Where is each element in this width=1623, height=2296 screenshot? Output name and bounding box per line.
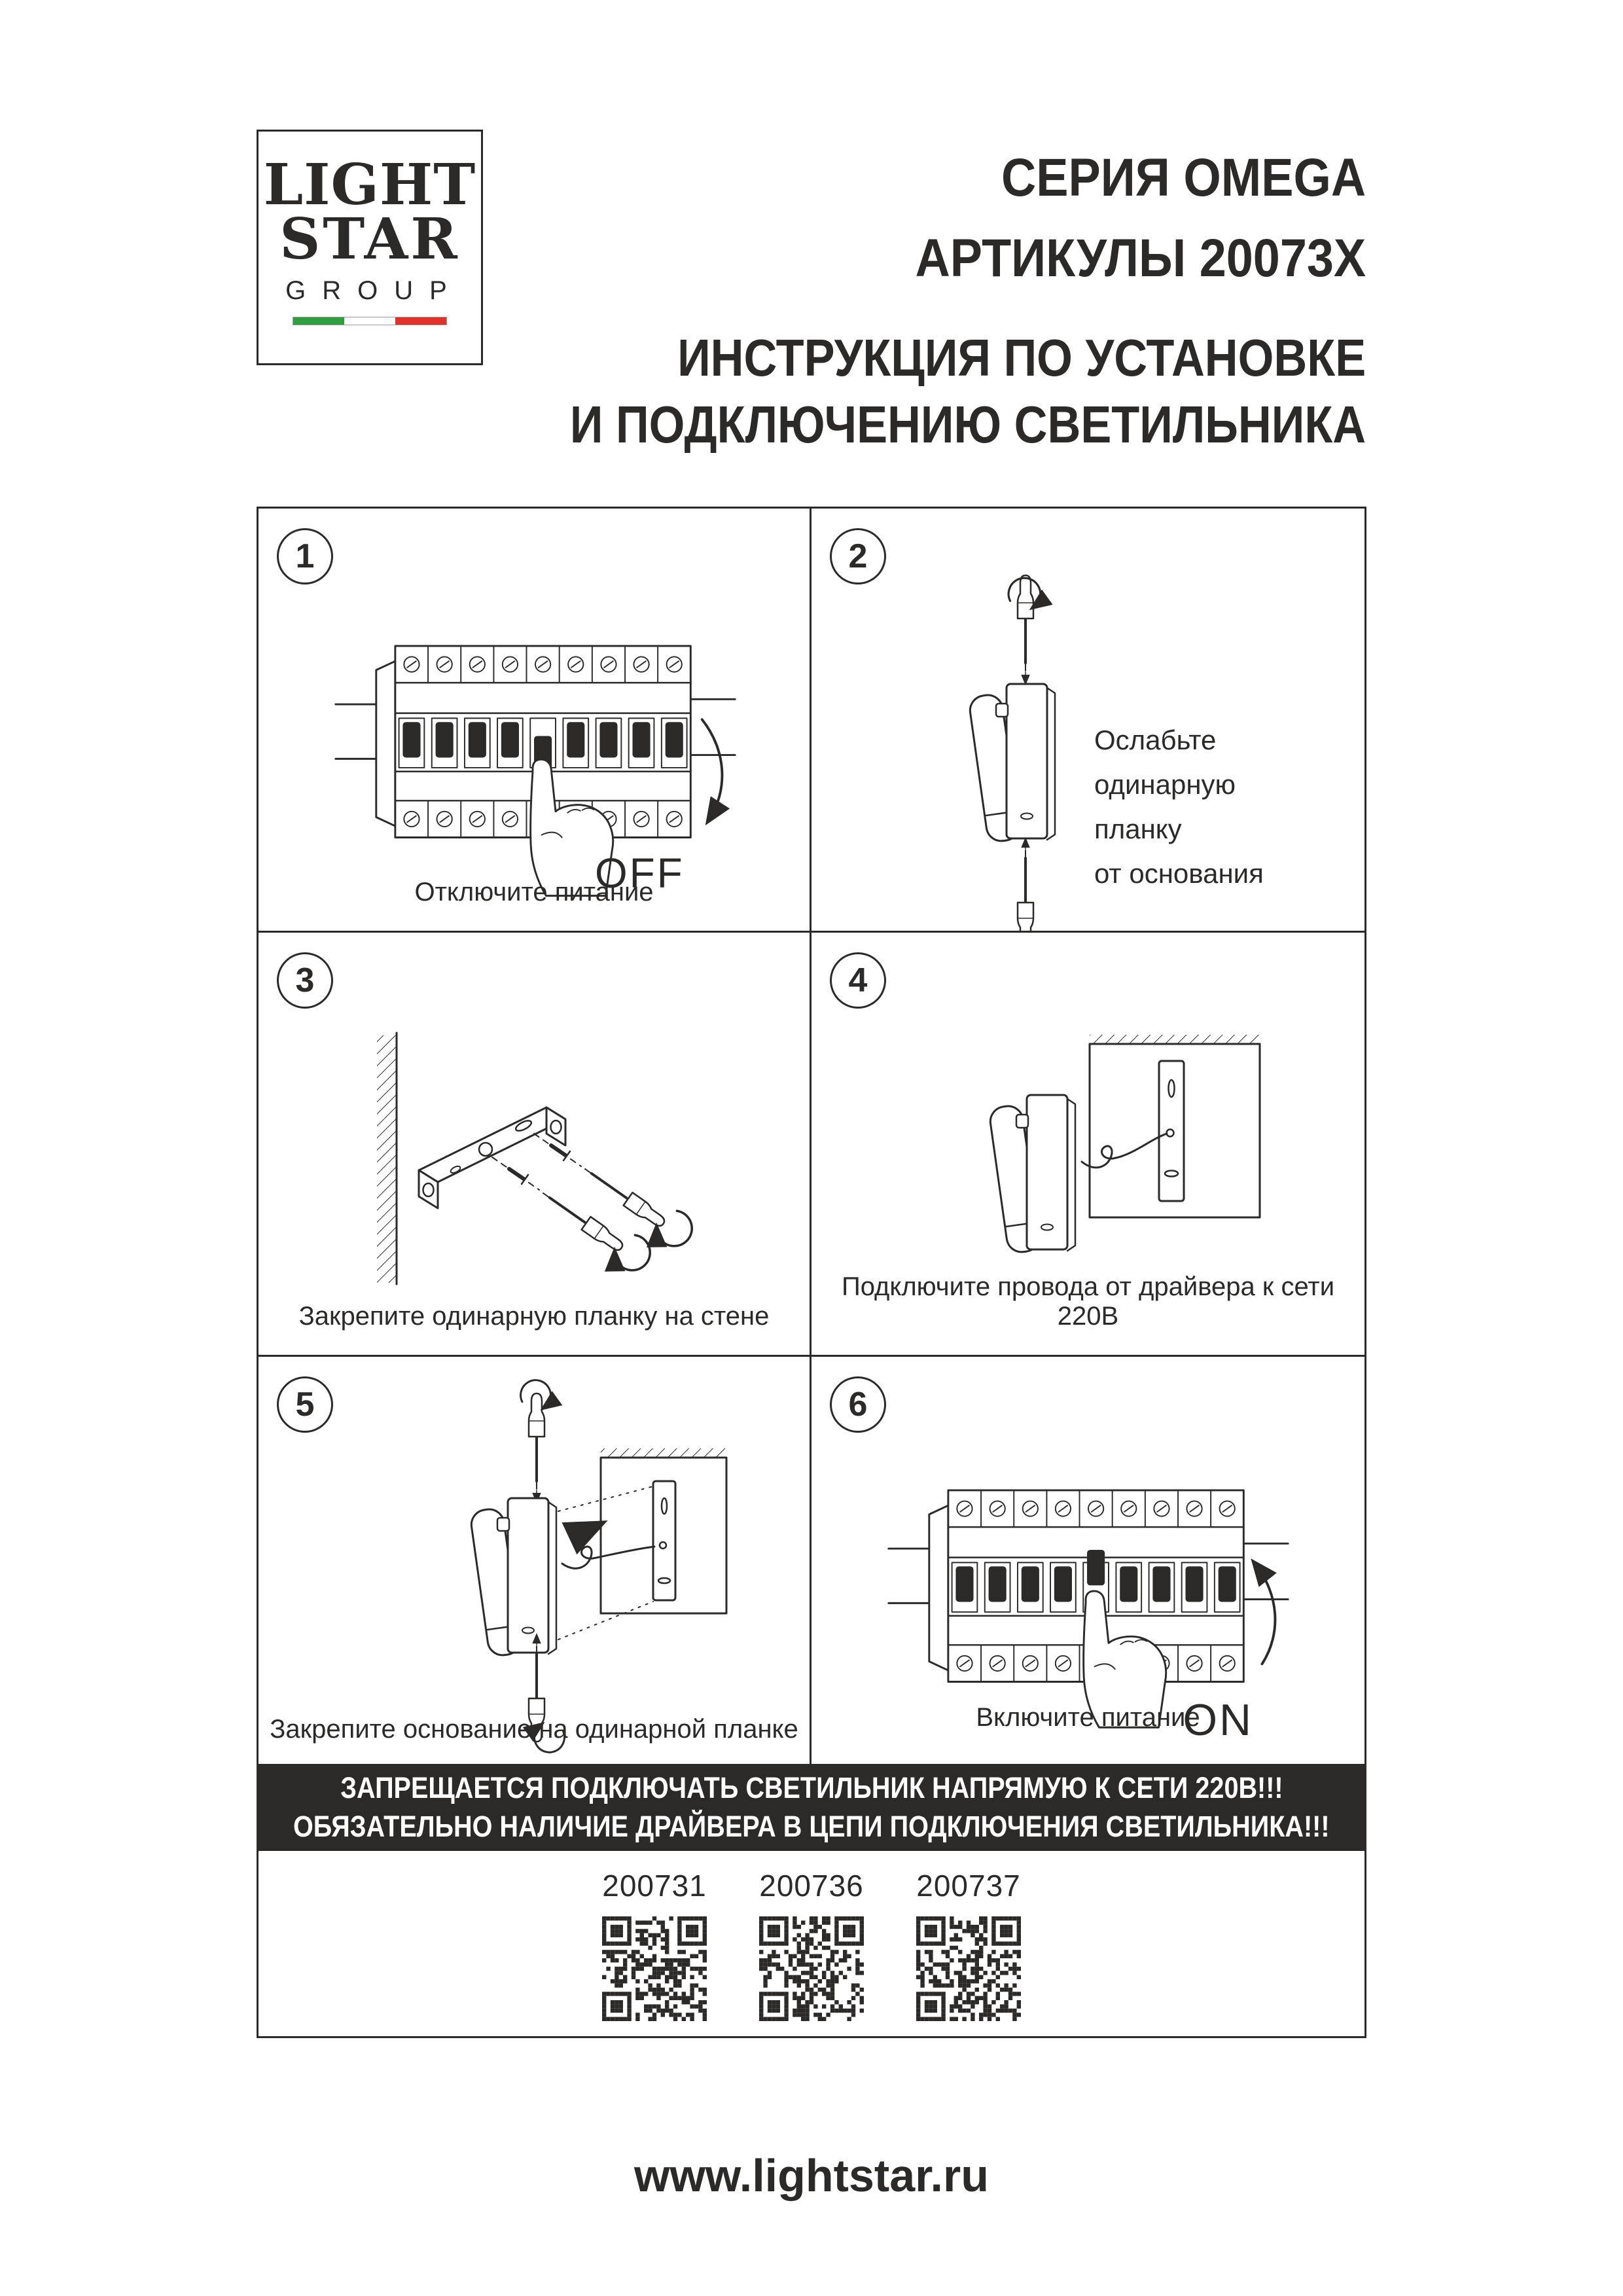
article-code: 200737 xyxy=(916,1869,1021,1903)
step-4-cell xyxy=(812,933,1364,1355)
page-title xyxy=(461,137,1366,459)
step-number-badge: 2 xyxy=(830,528,886,584)
wall-lamp-icon xyxy=(469,1498,556,1657)
wall-hatch xyxy=(377,1035,397,1283)
qr-code-icon xyxy=(602,1916,707,2021)
step-number-badge: 1 xyxy=(277,528,333,584)
article-item xyxy=(599,1868,709,2036)
step-number-badge: 3 xyxy=(277,952,333,1009)
article-code: 200731 xyxy=(602,1869,707,1903)
base-mount-illustration xyxy=(321,1363,740,1764)
step-number-badge: 6 xyxy=(830,1376,886,1433)
instruction-title: ИНСТРУКЦИЯ ПО УСТАНОВКЕ И ПОДКЛЮЧЕНИЮ СВЕТИЛЬНИКА xyxy=(569,329,1366,454)
step-caption: Отключите питание xyxy=(414,878,654,906)
attach-arrow-icon xyxy=(577,1525,598,1535)
italian-flag-icon xyxy=(293,317,447,325)
table-row xyxy=(259,933,1364,1357)
step-2-cell xyxy=(812,509,1364,931)
step-number-badge: 4 xyxy=(830,952,886,1009)
warning-line: ОБЯЗАТЕЛЬНО НАЛИЧИЕ ДРАЙВЕРА В ЦЕПИ ПОДКЛЮЧЕНИЯ СВЕТИЛЬНИКА!!! xyxy=(293,1810,1330,1843)
screw-icon xyxy=(551,1145,565,1155)
qr-code-icon xyxy=(916,1916,1021,2021)
wall-lamp-icon xyxy=(988,1095,1075,1254)
series-title xyxy=(552,137,1366,298)
logo-word-group: GROUP xyxy=(285,276,463,305)
warning-banner xyxy=(259,1764,1364,1851)
step-6-cell xyxy=(812,1357,1364,1764)
lightstar-logo xyxy=(257,130,483,365)
step-number-badge: 5 xyxy=(277,1376,333,1433)
logo-word-star: STAR xyxy=(279,206,460,273)
step-caption: Закрепите основание на одинарной планке xyxy=(270,1715,798,1744)
instruction-table xyxy=(257,507,1366,2038)
mounting-bracket-icon xyxy=(1159,1061,1184,1201)
article-item xyxy=(757,1868,866,2036)
rotation-arrow-icon xyxy=(611,1230,657,1277)
breaker-off-illustration xyxy=(332,604,738,908)
screwdriver-icon xyxy=(529,1393,544,1489)
screw-icon xyxy=(509,1169,524,1179)
screwdriver-icon xyxy=(539,1187,626,1254)
flag-red-stripe xyxy=(395,317,446,325)
on-label: ON xyxy=(1183,1695,1253,1745)
logo-word-light: LIGHT xyxy=(263,152,476,218)
wall-hatch xyxy=(1090,1035,1260,1044)
screwdriver-icon xyxy=(1018,850,1033,931)
article-code: 200736 xyxy=(759,1869,864,1903)
flag-green-stripe xyxy=(293,317,344,325)
table-row xyxy=(259,509,1364,933)
step-caption: Включите питание xyxy=(976,1703,1200,1732)
rotation-arrow-icon xyxy=(652,1206,699,1253)
up-arrow-icon xyxy=(1255,1564,1275,1664)
article-item xyxy=(914,1868,1024,2036)
step-5-cell xyxy=(259,1357,812,1764)
step-1-cell xyxy=(259,509,812,931)
down-arrow-icon xyxy=(702,719,722,819)
warning-line: ЗАПРЕЩАЕТСЯ ПОДКЛЮЧАТЬ СВЕТИЛЬНИК НАПРЯМУЮ К СЕТИ 220В!!! xyxy=(340,1771,1283,1804)
step-3-cell xyxy=(259,933,812,1355)
wiring-illustration xyxy=(874,998,1293,1312)
table-row xyxy=(259,1357,1364,1764)
articles-line: АРТИКУЛЫ 20073Х xyxy=(915,228,1366,288)
screwdriver-icon xyxy=(1018,575,1033,671)
mounting-bracket-icon xyxy=(653,1481,675,1600)
wall-lamp-icon xyxy=(968,684,1055,843)
article-qr-section xyxy=(259,1851,1364,2036)
step-caption: Закрепите одинарную планку на стене xyxy=(298,1302,770,1331)
wall-hatch xyxy=(601,1448,726,1458)
step-caption: Ослабьте одинарную планку от основания xyxy=(1094,725,1264,889)
series-line: СЕРИЯ OMEGA xyxy=(1001,148,1366,207)
flag-white-stripe xyxy=(344,317,395,325)
qr-code-icon xyxy=(759,1916,864,2021)
website-url: www.lightstar.ru xyxy=(634,2150,989,2201)
bracket-mount-illustration xyxy=(321,1001,740,1316)
off-label: OFF xyxy=(595,850,685,897)
lamp-loosen-illustration xyxy=(963,560,1088,931)
step-caption: Подключите провода от драйвера к сети 220В xyxy=(841,1272,1335,1331)
